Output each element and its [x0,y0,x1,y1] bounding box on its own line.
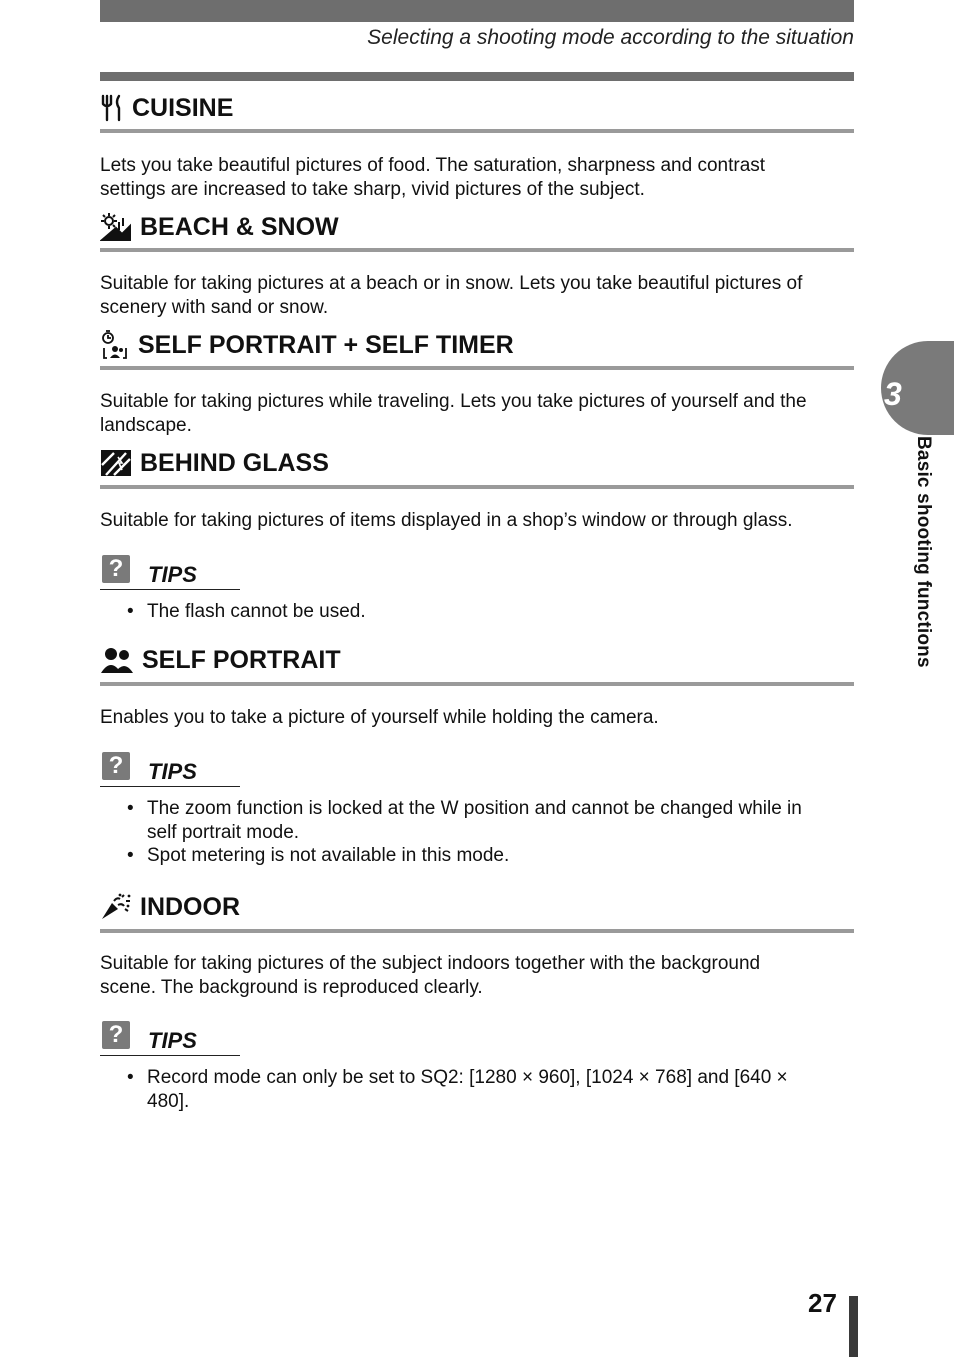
list-item [100,600,860,624]
tips-label: TIPS [148,759,197,784]
heading-title: CUISINE [132,93,234,122]
section-text-indoor [100,952,860,999]
heading-cuisine [100,88,854,128]
heading-rule [100,485,854,489]
heading-rule [100,366,854,370]
heading-rule [100,248,854,252]
heading-rule [100,929,854,933]
text-line: Spot metering is not available in this mode. [147,845,510,866]
heading-title: INDOOR [140,892,240,921]
bullet-icon: • [127,798,134,819]
page-number: 27 [808,1288,837,1318]
behind-glass-icon [100,449,132,477]
heading-self-portrait [100,640,854,680]
tips-label: TIPS [148,1028,197,1053]
text-line: Suitable for taking pictures while traveling. Lets you take pictures of yourself and the [100,391,807,412]
text-line: The flash cannot be used. [147,601,366,622]
list-item [100,844,860,868]
tips-question-icon: ? [102,1021,130,1049]
heading-rule [100,129,854,133]
text-line: scene. The background is reproduced clearly. [100,976,483,998]
text-line: Lets you take beautiful pictures of food. The saturation, sharpness and contrast [100,155,766,176]
heading-self-portrait-timer [100,325,854,365]
beach-snow-icon [100,212,132,242]
text-line: Suitable for taking pictures at a beach or in snow. Lets you take beautiful pictures of [100,273,803,294]
text-line: self portrait mode. [147,821,300,843]
heading-indoor [100,887,854,927]
tips-list [100,600,860,624]
tips-question-icon: ? [102,555,130,583]
text-line: Enables you to take a picture of yourself while holding the camera. [100,707,659,728]
self-portrait-timer-icon [100,330,130,360]
heading-title: SELF PORTRAIT + SELF TIMER [138,330,514,359]
tips-question-icon: ? [102,752,130,780]
text-line: landscape. [100,414,192,436]
heading-title: BEHIND GLASS [140,448,329,477]
chapter-number: 3 [884,376,902,412]
header-bar [100,0,854,22]
section-text-behind-glass [100,509,860,533]
text-line: The zoom function is locked at the W position and cannot be changed while in [147,798,802,819]
text-line: Suitable for taking pictures of items displayed in a shop’s window or through glass. [100,510,793,531]
section-text-self-portrait [100,706,860,730]
section-text-beach-snow [100,272,860,319]
section-text-cuisine [100,154,860,201]
tips-header [100,555,240,590]
text-line: Suitable for taking pictures of the subject indoors together with the background [100,953,761,974]
page-bar [849,1296,858,1357]
bullet-icon: • [127,601,134,622]
text-line: settings are increased to take sharp, vivid pictures of the subject. [100,178,645,200]
chapter-title: Basic shooting functions [913,436,934,668]
indoor-icon [100,893,132,921]
heading-title: BEACH & SNOW [140,212,339,241]
tips-label: TIPS [148,562,197,587]
text-line: 480]. [147,1090,190,1112]
tips-list [100,1066,860,1113]
list-item [100,797,860,844]
tips-list [100,797,860,868]
text-line: Record mode can only be set to SQ2: [1280 × 960], [1024 × 768] and [640 × [147,1067,788,1088]
list-item [100,1066,860,1113]
section-rule [100,72,854,81]
tips-header [100,752,240,787]
heading-beach-snow [100,207,854,247]
tips-header [100,1021,240,1056]
text-line: scenery with sand or snow. [100,296,329,318]
bullet-icon: • [127,1067,134,1088]
heading-title: SELF PORTRAIT [142,645,341,674]
running-header: Selecting a shooting mode according to the situation [367,26,854,49]
heading-behind-glass [100,443,854,483]
section-text-self-portrait-timer [100,390,860,437]
bullet-icon: • [127,845,134,866]
cuisine-icon [100,94,124,122]
heading-rule [100,682,854,686]
self-portrait-icon [100,646,134,674]
